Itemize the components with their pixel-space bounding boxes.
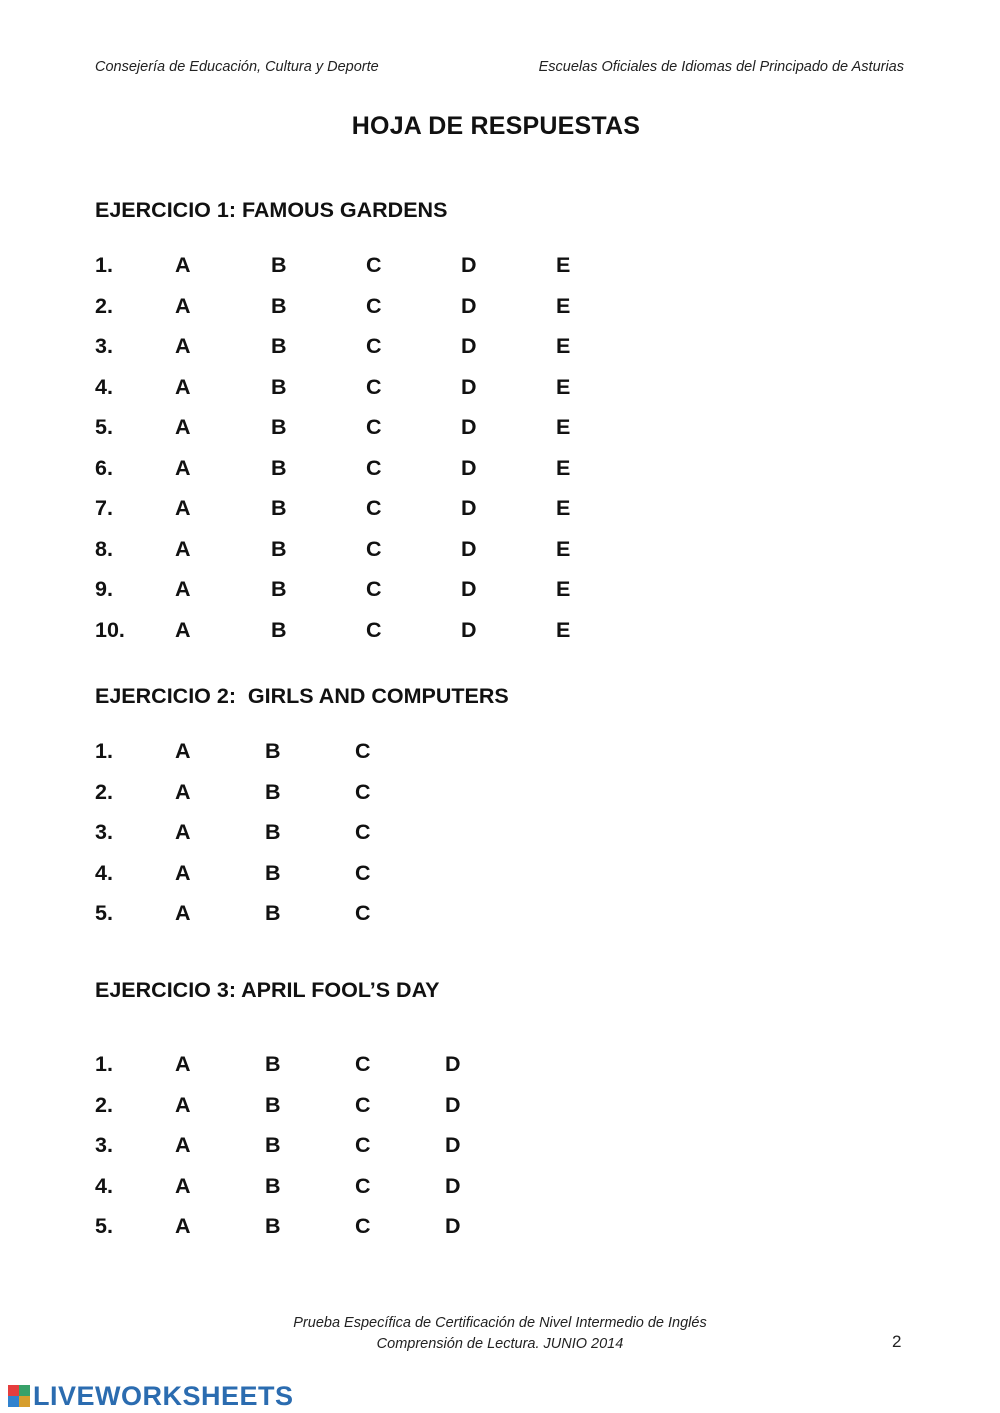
answer-option[interactable]: B [271, 294, 287, 318]
answer-option[interactable]: A [175, 861, 191, 885]
answer-option[interactable]: E [556, 253, 571, 277]
question-number: 7. [95, 496, 113, 520]
answer-option[interactable]: C [355, 901, 371, 925]
answer-option[interactable]: D [445, 1174, 461, 1198]
answer-option[interactable]: D [445, 1052, 461, 1076]
watermark-text: LIVEWORKSHEETS [33, 1380, 294, 1411]
answer-option[interactable]: C [355, 1093, 371, 1117]
answer-option[interactable]: C [366, 537, 382, 561]
answer-option[interactable]: A [175, 577, 191, 601]
answer-option[interactable]: C [366, 375, 382, 399]
question-number: 4. [95, 375, 113, 399]
answer-option[interactable]: B [271, 334, 287, 358]
answer-option[interactable]: A [175, 496, 191, 520]
question-number: 4. [95, 1174, 113, 1198]
answer-option[interactable]: B [271, 456, 287, 480]
answer-option[interactable]: B [265, 1052, 281, 1076]
question-number: 3. [95, 1133, 113, 1157]
answer-option[interactable]: A [175, 780, 191, 804]
answer-option[interactable]: A [175, 1052, 191, 1076]
page-number: 2 [892, 1332, 902, 1351]
answer-option[interactable]: B [265, 780, 281, 804]
question-number: 3. [95, 820, 113, 844]
answer-option[interactable]: A [175, 415, 191, 439]
question-number: 6. [95, 456, 113, 480]
answer-option[interactable]: B [265, 820, 281, 844]
answer-option[interactable]: D [445, 1214, 461, 1238]
answer-option[interactable]: D [461, 334, 477, 358]
answer-option[interactable]: B [265, 1174, 281, 1198]
answer-option[interactable]: D [461, 294, 477, 318]
question-number: 2. [95, 294, 113, 318]
answer-option[interactable]: E [556, 456, 571, 480]
answer-option[interactable]: E [556, 415, 571, 439]
answer-option[interactable]: C [366, 496, 382, 520]
answer-option[interactable]: E [556, 294, 571, 318]
answer-option[interactable]: B [271, 415, 287, 439]
answer-option[interactable]: C [366, 415, 382, 439]
answer-option[interactable]: A [175, 1214, 191, 1238]
answer-option[interactable]: B [265, 901, 281, 925]
answer-option[interactable]: A [175, 1133, 191, 1157]
answer-option[interactable]: A [175, 1093, 191, 1117]
answer-option[interactable]: D [445, 1093, 461, 1117]
answer-option[interactable]: B [265, 861, 281, 885]
answer-option[interactable]: E [556, 577, 571, 601]
question-number: 9. [95, 577, 113, 601]
answer-option[interactable]: C [355, 861, 371, 885]
answer-option[interactable]: B [271, 577, 287, 601]
answer-option[interactable]: B [271, 253, 287, 277]
question-number: 5. [95, 1214, 113, 1238]
footer-line-2: Comprensión de Lectura. JUNIO 2014 [376, 1336, 624, 1352]
section-title: EJERCICIO 2: GIRLS AND COMPUTERS [95, 684, 509, 708]
question-number: 10. [95, 618, 125, 642]
answer-option[interactable]: E [556, 334, 571, 358]
answer-option[interactable]: C [355, 1052, 371, 1076]
answer-option[interactable]: A [175, 901, 191, 925]
section-title: EJERCICIO 3: APRIL FOOL’S DAY [95, 978, 440, 1002]
answer-option[interactable]: A [175, 537, 191, 561]
question-number: 1. [95, 253, 113, 277]
answer-option[interactable]: A [175, 820, 191, 844]
answer-option[interactable]: D [461, 375, 477, 399]
answer-option[interactable]: C [366, 253, 382, 277]
section-title: EJERCICIO 1: FAMOUS GARDENS [95, 198, 448, 222]
answer-option[interactable]: D [461, 496, 477, 520]
question-number: 2. [95, 780, 113, 804]
answer-option[interactable]: A [175, 618, 191, 642]
answer-option[interactable]: A [175, 375, 191, 399]
answer-option[interactable]: B [265, 1214, 281, 1238]
answer-option[interactable]: C [355, 1174, 371, 1198]
answer-option[interactable]: A [175, 253, 191, 277]
question-number: 4. [95, 861, 113, 885]
answer-option[interactable]: B [271, 537, 287, 561]
answer-option[interactable]: B [271, 375, 287, 399]
answer-option[interactable]: D [461, 537, 477, 561]
answer-option[interactable]: C [366, 334, 382, 358]
answer-option[interactable]: C [355, 780, 371, 804]
answer-option[interactable]: A [175, 334, 191, 358]
answer-option[interactable]: C [366, 577, 382, 601]
question-number: 1. [95, 739, 113, 763]
answer-option[interactable]: E [556, 618, 571, 642]
header-left-text: Consejería de Educación, Cultura y Deporte [95, 59, 379, 75]
answer-option[interactable]: D [461, 456, 477, 480]
answer-option[interactable]: A [175, 456, 191, 480]
answer-option[interactable]: E [556, 496, 571, 520]
header-right-text: Escuelas Oficiales de Idiomas del Principado de Asturias [538, 59, 904, 75]
answer-option[interactable]: D [461, 253, 477, 277]
answer-option[interactable]: E [556, 375, 571, 399]
question-number: 5. [95, 415, 113, 439]
answer-option[interactable]: B [265, 739, 281, 763]
answer-option[interactable]: D [461, 618, 477, 642]
answer-option[interactable]: E [556, 537, 571, 561]
question-number: 5. [95, 901, 113, 925]
question-number: 1. [95, 1052, 113, 1076]
answer-option[interactable]: C [355, 739, 371, 763]
liveworksheets-watermark[interactable] [8, 1381, 294, 1411]
answer-option[interactable]: C [355, 1214, 371, 1238]
answer-option[interactable]: D [461, 577, 477, 601]
answer-option[interactable]: B [271, 496, 287, 520]
liveworksheets-logo-icon [8, 1385, 30, 1407]
answer-option[interactable]: D [461, 415, 477, 439]
question-number: 2. [95, 1093, 113, 1117]
answer-option[interactable]: C [366, 456, 382, 480]
answer-option[interactable]: A [175, 294, 191, 318]
answer-option[interactable]: B [265, 1093, 281, 1117]
answer-option[interactable]: C [366, 618, 382, 642]
question-number: 3. [95, 334, 113, 358]
answer-option[interactable]: B [265, 1133, 281, 1157]
answer-option[interactable]: D [445, 1133, 461, 1157]
answer-option[interactable]: A [175, 739, 191, 763]
answer-option[interactable]: C [355, 1133, 371, 1157]
question-number: 8. [95, 537, 113, 561]
answer-option[interactable]: C [366, 294, 382, 318]
answer-option[interactable]: B [271, 618, 287, 642]
answer-option[interactable]: C [355, 820, 371, 844]
answer-option[interactable]: A [175, 1174, 191, 1198]
footer-line-1: Prueba Específica de Certificación de Nivel Intermedio de Inglés [293, 1315, 707, 1331]
page-title: HOJA DE RESPUESTAS [351, 112, 641, 140]
